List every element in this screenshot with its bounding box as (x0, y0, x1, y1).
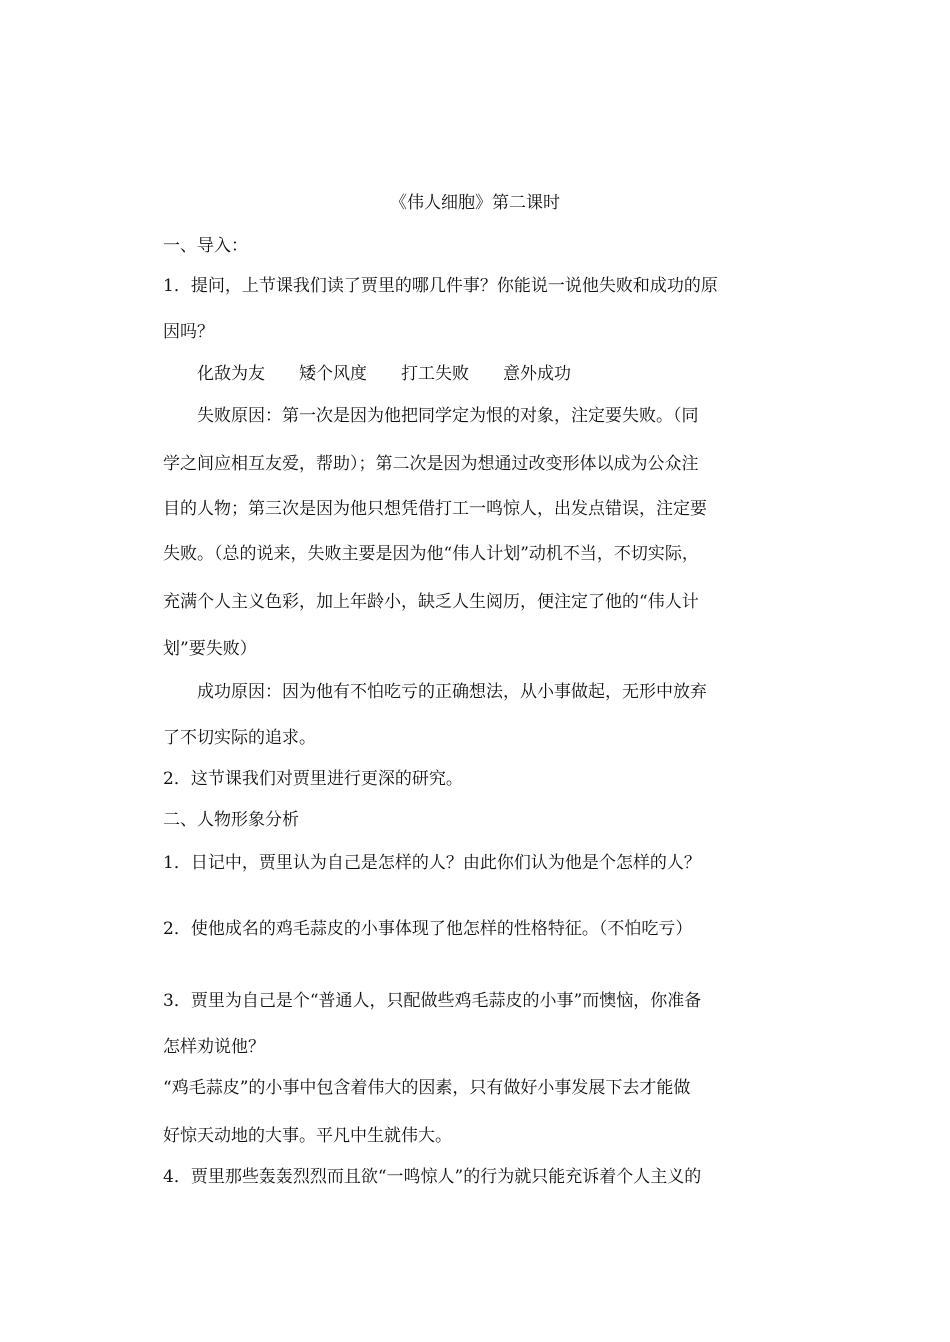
paragraph-line: 学之间应相互友爱，帮助）；第二次是因为想通过改变形体以成为公众注 (163, 454, 699, 474)
event-list: 化敌为友 矮个风度 打工失败 意外成功 (197, 364, 571, 384)
question-line: 1．日记中，贾里认为自己是怎样的人？由此你们认为他是个怎样的人？ (163, 853, 701, 873)
paragraph-line: 成功原因：因为他有不怕吃亏的正确想法，从小事做起，无形中放弃 (197, 682, 707, 702)
question-line: 4．贾里那些轰轰烈烈而且欲“一鸣惊人”的行为就只能充诉着个人主义的 (163, 1167, 702, 1187)
answer-line: “鸡毛蒜皮”的小事中包含着伟大的因素，只有做好小事发展下去才能做 (163, 1078, 691, 1098)
paragraph-line: 了不切实际的追求。 (163, 728, 316, 748)
paragraph-line: 划”要失败） (163, 639, 257, 659)
question-line: 2．使他成名的鸡毛蒜皮的小事体现了他怎样的性格特征。（不怕吃亏） (163, 919, 693, 939)
paragraph-line: 因吗？ (163, 322, 214, 342)
paragraph-line: 目的人物；第三次是因为他只想凭借打工一鸣惊人，出发点错误，注定要 (163, 499, 707, 519)
paragraph-line: 2．这节课我们对贾里进行更深的研究。 (163, 769, 463, 789)
section-heading-analysis: 二、人物形象分析 (163, 810, 299, 830)
question-line: 怎样劝说他？ (163, 1037, 265, 1057)
section-heading-intro: 一、导入： (163, 236, 248, 256)
paragraph-line: 失败。（总的说来，失败主要是因为他“伟人计划”动机不当，不切实际， (163, 544, 699, 564)
paragraph-line: 充满个人主义色彩，加上年龄小，缺乏人生阅历，便注定了他的“伟人计 (163, 592, 699, 612)
paragraph-line: 1．提问，上节课我们读了贾里的哪几件事？你能说一说他失败和成功的原 (163, 276, 718, 296)
paragraph-line: 失败原因：第一次是因为他把同学定为恨的对象，注定要失败。（同 (197, 406, 699, 426)
document-title: 《伟人细胞》第二课时 (390, 193, 560, 213)
answer-line: 好惊天动地的大事。平凡中生就伟大。 (163, 1126, 452, 1146)
question-line: 3．贾里为自己是个“普通人，只配做些鸡毛蒜皮的小事”而懊恼，你准备 (163, 991, 702, 1011)
